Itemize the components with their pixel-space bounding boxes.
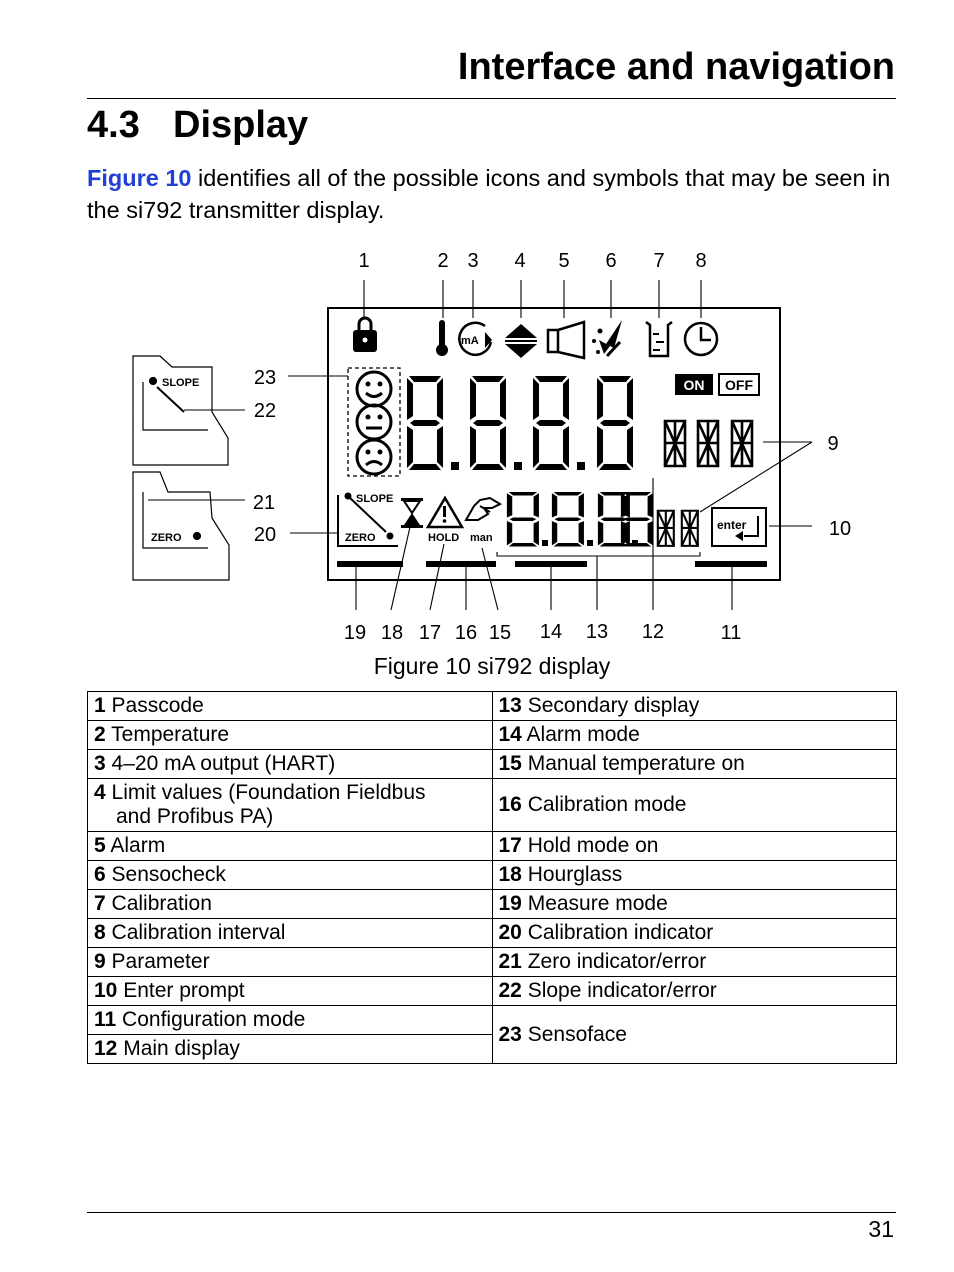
zero-label: ZERO	[345, 532, 376, 544]
legend-cell: 13 Secondary display	[492, 692, 897, 721]
legend-cell: 6 Sensocheck	[88, 861, 493, 890]
callout-15: 15	[488, 622, 512, 644]
sensoface-happy-icon	[357, 372, 391, 406]
svg-text:ZERO: ZERO	[151, 532, 182, 544]
ma-output-icon	[459, 323, 492, 355]
enter-label: enter	[717, 518, 747, 532]
hourglass-icon	[401, 498, 423, 528]
page-number: 31	[868, 1216, 894, 1242]
sensoface-sad-icon	[357, 440, 391, 474]
callout-22: 22	[253, 400, 277, 422]
table-row	[88, 721, 897, 750]
legend-cell: 20 Calibration indicator	[492, 919, 897, 948]
svg-text:SLOPE: SLOPE	[162, 377, 200, 389]
secondary-display-digits	[507, 492, 653, 547]
man-label: man	[470, 532, 493, 544]
callout-3: 3	[467, 250, 479, 272]
callout-8: 8	[695, 250, 707, 272]
footer-rule	[87, 1212, 896, 1213]
callout-5: 5	[558, 250, 570, 272]
callout-2: 2	[437, 250, 449, 272]
slope-label: SLOPE	[356, 493, 394, 505]
legend-cell: 3 4–20 mA output (HART)	[88, 750, 493, 779]
parameter-display	[665, 421, 752, 466]
callout-13: 13	[585, 621, 609, 643]
main-display-digits	[407, 376, 633, 470]
legend-cell: 2 Temperature	[88, 721, 493, 750]
table-row	[88, 919, 897, 948]
legend-cell: 19 Measure mode	[492, 890, 897, 919]
section-number: 4.3	[87, 104, 140, 146]
passcode-icon	[353, 318, 377, 352]
sensocheck-icon	[592, 320, 622, 356]
callout-4: 4	[514, 250, 526, 272]
callout-19: 19	[343, 622, 367, 644]
legend-cell: 11 Configuration mode	[88, 1006, 493, 1035]
callout-7: 7	[653, 250, 665, 272]
callout-14: 14	[539, 621, 563, 643]
callout-10: 10	[828, 518, 852, 540]
table-row	[88, 861, 897, 890]
callout-16: 16	[454, 622, 478, 644]
table-row	[88, 1006, 897, 1035]
calibration-interval-icon	[685, 323, 717, 355]
table-row	[88, 779, 897, 832]
table-row	[88, 977, 897, 1006]
legend-cell: 4 Limit values (Foundation Fieldbus and Profibus PA)	[88, 779, 493, 832]
legend-cell: 1 Passcode	[88, 692, 493, 721]
legend-cell: 18 Hourglass	[492, 861, 897, 890]
hold-label: HOLD	[428, 532, 460, 544]
callout-21: 21	[252, 492, 276, 514]
calibration-icon	[646, 322, 672, 356]
table-row	[88, 750, 897, 779]
callout-17: 17	[418, 622, 442, 644]
legend-table	[87, 691, 897, 1064]
legend-cell: 10 Enter prompt	[88, 977, 493, 1006]
limit-values-icon	[505, 324, 537, 358]
zero-sketch	[133, 472, 229, 580]
table-row	[88, 692, 897, 721]
table-row	[88, 948, 897, 977]
manual-temperature-icon	[466, 498, 500, 520]
off-label: OFF	[725, 377, 753, 393]
callout-23: 23	[253, 367, 277, 389]
temperature-icon	[436, 320, 448, 356]
hold-icon	[428, 498, 462, 527]
legend-cell: 15 Manual temperature on	[492, 750, 897, 779]
figure-link[interactable]: Figure 10	[87, 165, 192, 191]
page-header-title: Interface and navigation	[457, 46, 895, 88]
intro-text: identifies all of the possible icons and symbols that may be seen in the si792 transmitter display.	[87, 165, 891, 223]
legend-cell: 21 Zero indicator/error	[492, 948, 897, 977]
callout-6: 6	[605, 250, 617, 272]
legend-cell: 12 Main display	[88, 1035, 493, 1064]
section-title: Display	[173, 104, 309, 146]
callout-11: 11	[720, 622, 742, 644]
table-row	[88, 832, 897, 861]
callout-12: 12	[641, 621, 665, 643]
legend-cell: 7 Calibration	[88, 890, 493, 919]
legend-cell: 23 Sensoface	[492, 1006, 897, 1064]
legend-cell: 14 Alarm mode	[492, 721, 897, 750]
figure-caption: Figure 10 si792 display	[373, 653, 611, 679]
legend-cell: 9 Parameter	[88, 948, 493, 977]
secondary-parameter-display	[658, 511, 698, 546]
legend-cell: 8 Calibration interval	[88, 919, 493, 948]
callout-numbers	[253, 250, 851, 644]
legend-cell: 17 Hold mode on	[492, 832, 897, 861]
callout-9: 9	[827, 433, 839, 455]
svg-text:mA: mA	[461, 335, 479, 347]
table-row	[88, 890, 897, 919]
legend-cell: 16 Calibration mode	[492, 779, 897, 832]
callout-18: 18	[380, 622, 404, 644]
callout-1: 1	[358, 250, 370, 272]
on-label: ON	[683, 377, 705, 393]
alarm-icon	[548, 322, 584, 358]
legend-cell: 22 Slope indicator/error	[492, 977, 897, 1006]
legend-cell: 5 Alarm	[88, 832, 493, 861]
callout-20: 20	[253, 524, 277, 546]
sensoface-neutral-icon	[357, 405, 391, 439]
